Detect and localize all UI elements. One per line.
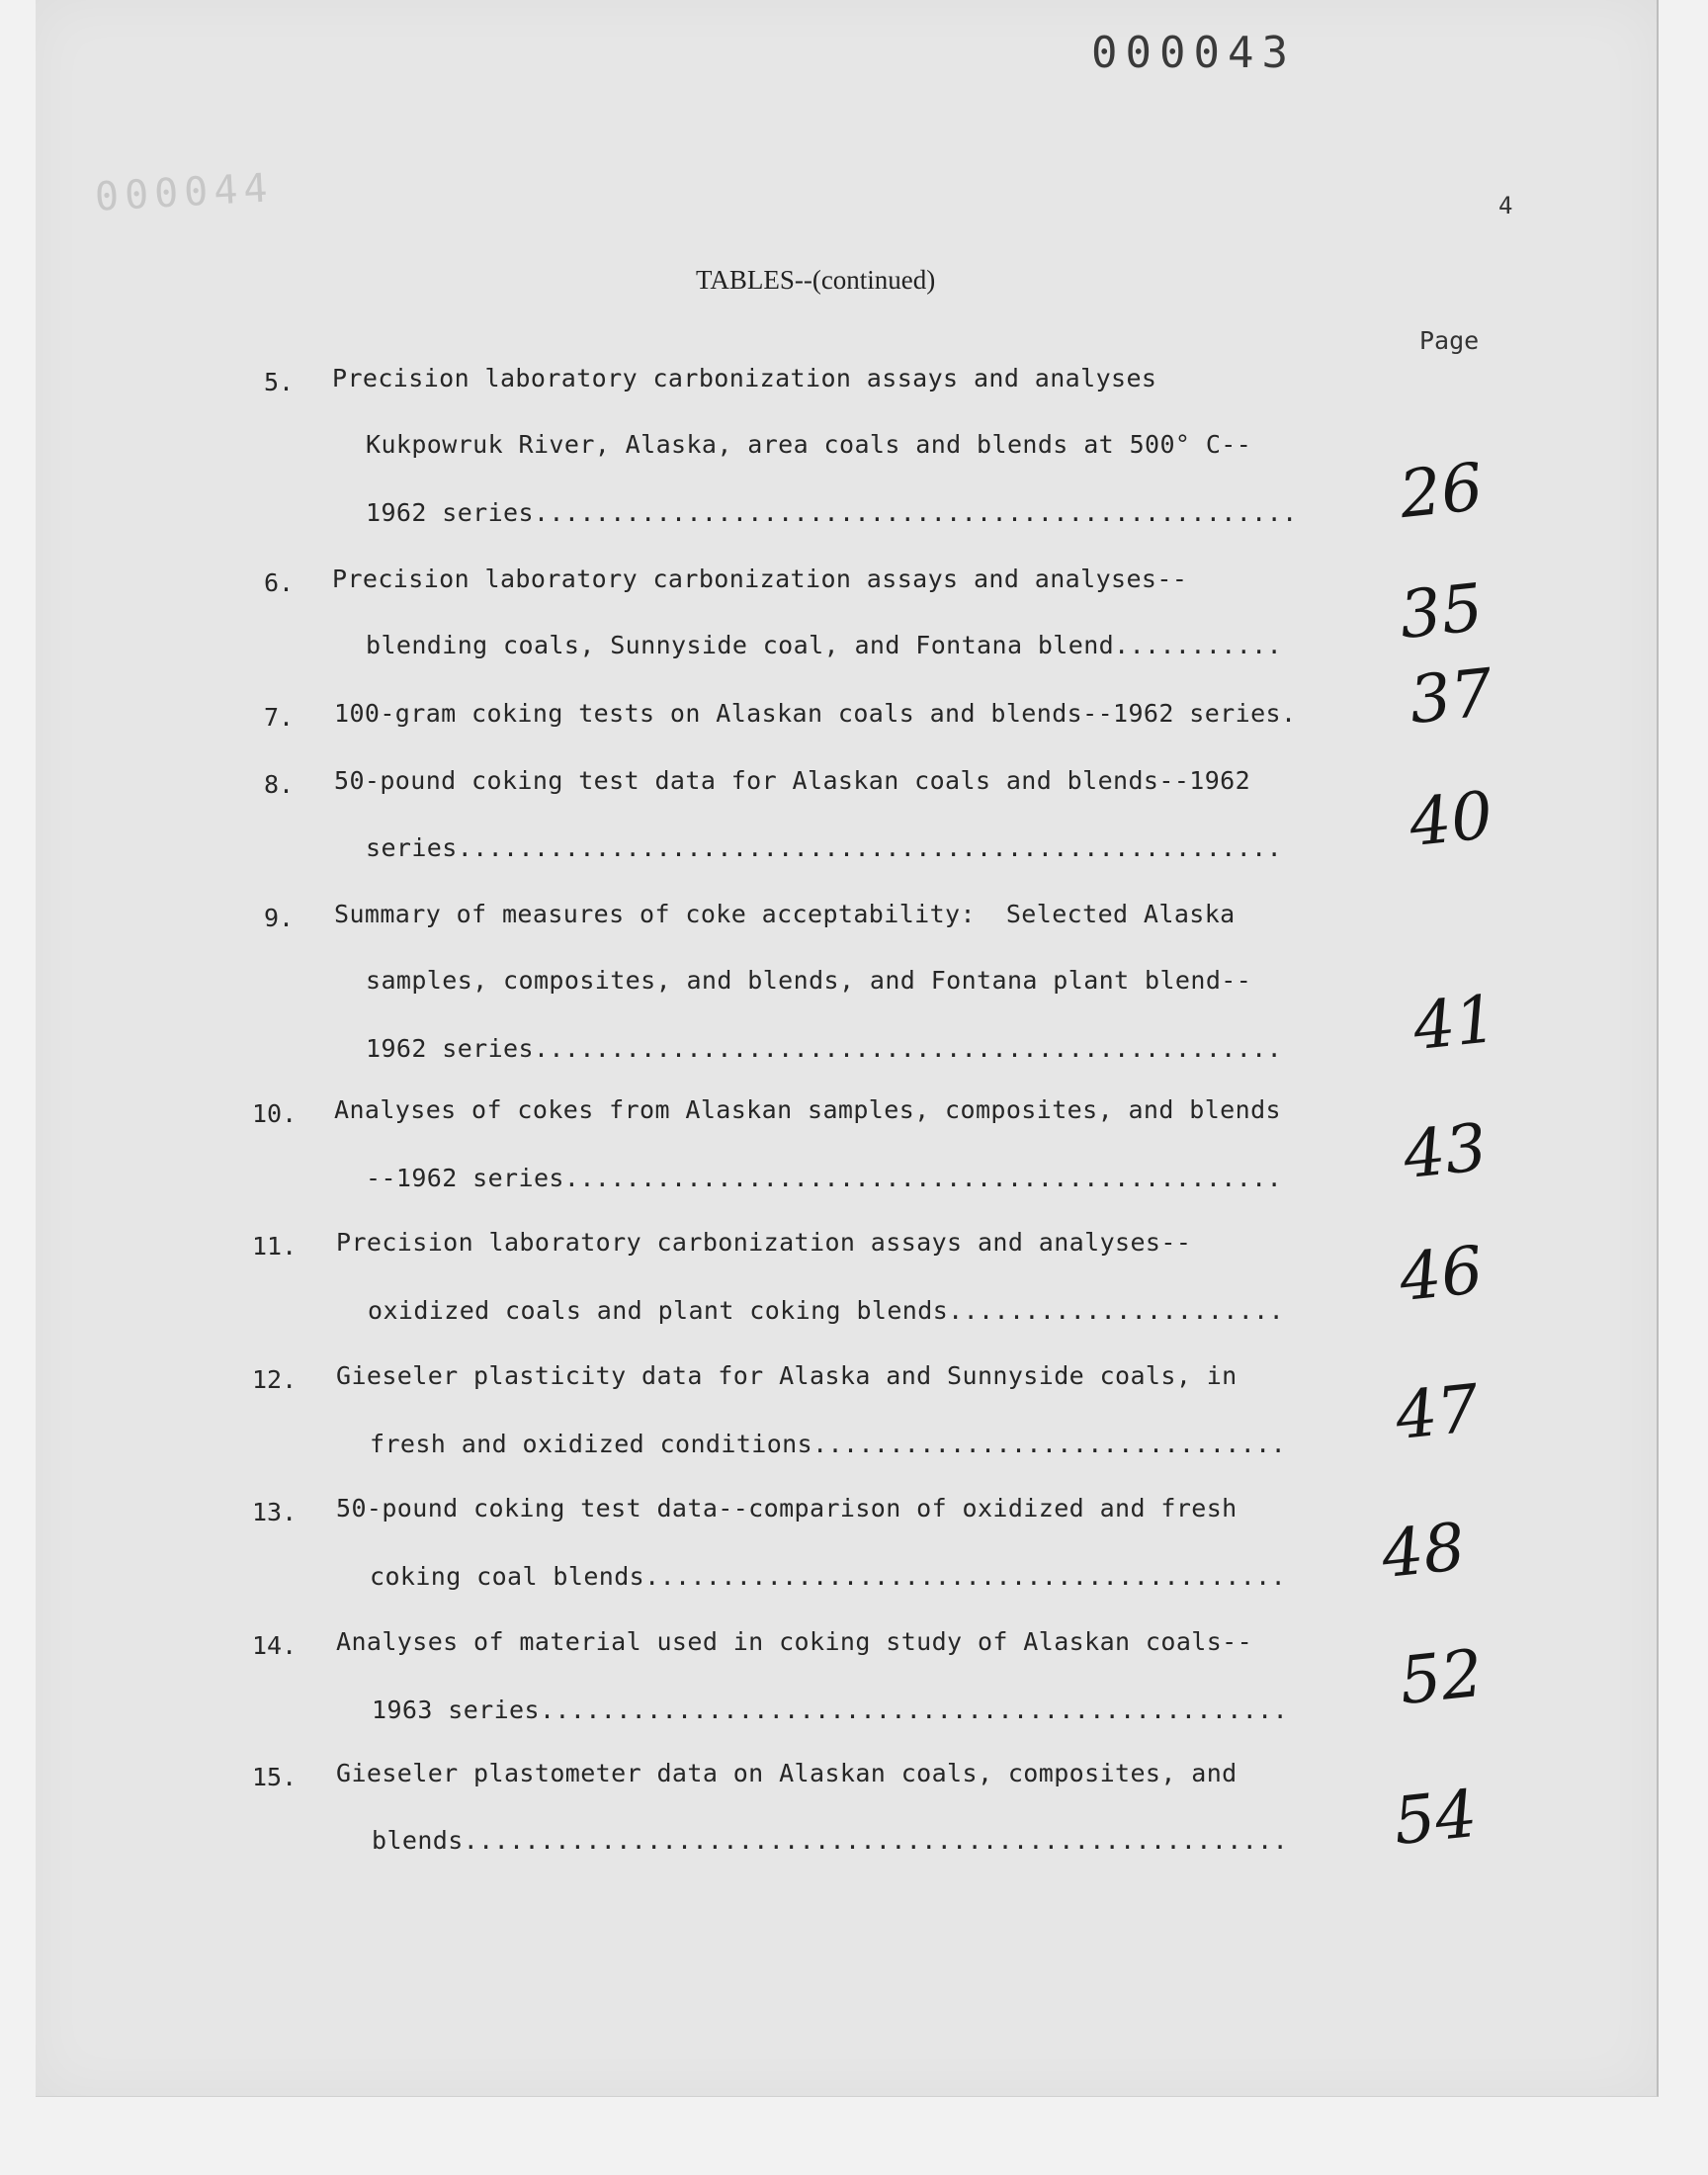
entry-line: 1962 series................................................. [366,1034,1283,1063]
entry-number: 12. [252,1365,298,1394]
handwritten-page-number: 41 [1409,980,1500,1066]
entry-number: 14. [252,1631,298,1660]
entry-line: Analyses of material used in coking study of Alaskan coals-- [336,1627,1253,1656]
entry-line: Precision laboratory carbonization assays and analyses-- [336,1228,1192,1257]
entry-line: Gieseler plasticity data for Alaska and Sunnyside coals, in [336,1361,1238,1390]
entry-number: 13. [252,1498,298,1526]
entry-line: 1963 series................................................. [372,1696,1289,1724]
entry-line: Precision laboratory carbonization assays and analyses [332,364,1157,392]
entry-line: 50-pound coking test data for Alaskan coals and blends--1962 [334,766,1251,795]
entry-line: 50-pound coking test data--comparison of oxidized and fresh [336,1494,1238,1522]
entry-line: fresh and oxidized conditions............................... [370,1430,1287,1458]
entry-line: coking coal blends.......................................... [370,1562,1287,1591]
handwritten-page-number: 54 [1390,1775,1481,1861]
handwritten-page-number: 35 [1396,568,1487,654]
handwritten-page-number: 43 [1400,1108,1491,1194]
entry-line: Precision laboratory carbonization assays and analyses-- [332,565,1188,593]
handwritten-page-number: 47 [1392,1369,1483,1455]
entry-number: 6. [264,568,295,597]
entry-line: samples, composites, and blends, and Fontana plant blend-- [366,966,1252,995]
entry-line: oxidized coals and plant coking blends...................... [368,1296,1285,1325]
handwritten-page-number: 46 [1396,1231,1487,1317]
handwritten-page-number: 26 [1396,448,1487,534]
handwritten-page-number: 40 [1406,776,1496,862]
entry-number: 9. [264,904,295,932]
tables-heading: TABLES--(continued) [696,265,936,295]
entry-line: Gieseler plastometer data on Alaskan coals, composites, and [336,1759,1238,1787]
faint-serial-stamp: 000044 [93,165,275,220]
entry-line: Kukpowruk River, Alaska, area coals and blends at 500° C-- [366,430,1252,459]
page-number: 4 [1498,192,1513,219]
handwritten-page-number: 37 [1406,653,1496,740]
handwritten-page-number: 48 [1378,1508,1469,1594]
entry-number: 5. [264,368,295,396]
entry-line: Analyses of cokes from Alaskan samples, composites, and blends [334,1095,1281,1124]
handwritten-page-number: 52 [1396,1634,1487,1720]
page-column-header: Page [1419,326,1480,355]
entry-line: blends...................................................... [372,1826,1289,1855]
entry-line: Summary of measures of coke acceptability: Selected Alaska [334,900,1236,928]
entry-number: 10. [252,1099,298,1128]
entry-number: 8. [264,770,295,799]
entry-number: 15. [252,1763,298,1791]
entry-line: blending coals, Sunnyside coal, and Fontana blend........... [366,631,1283,659]
entry-line: 100-gram coking tests on Alaskan coals and blends--1962 series. [334,699,1297,728]
document-page [36,0,1659,2097]
entry-line: series...................................................... [366,833,1283,862]
entry-number: 7. [264,703,295,732]
entry-line: 1962 series.................................................. [366,498,1298,527]
entry-number: 11. [252,1232,298,1261]
entry-line: --1962 series............................................... [366,1164,1283,1192]
document-serial-stamp: 000043 [1091,28,1296,78]
